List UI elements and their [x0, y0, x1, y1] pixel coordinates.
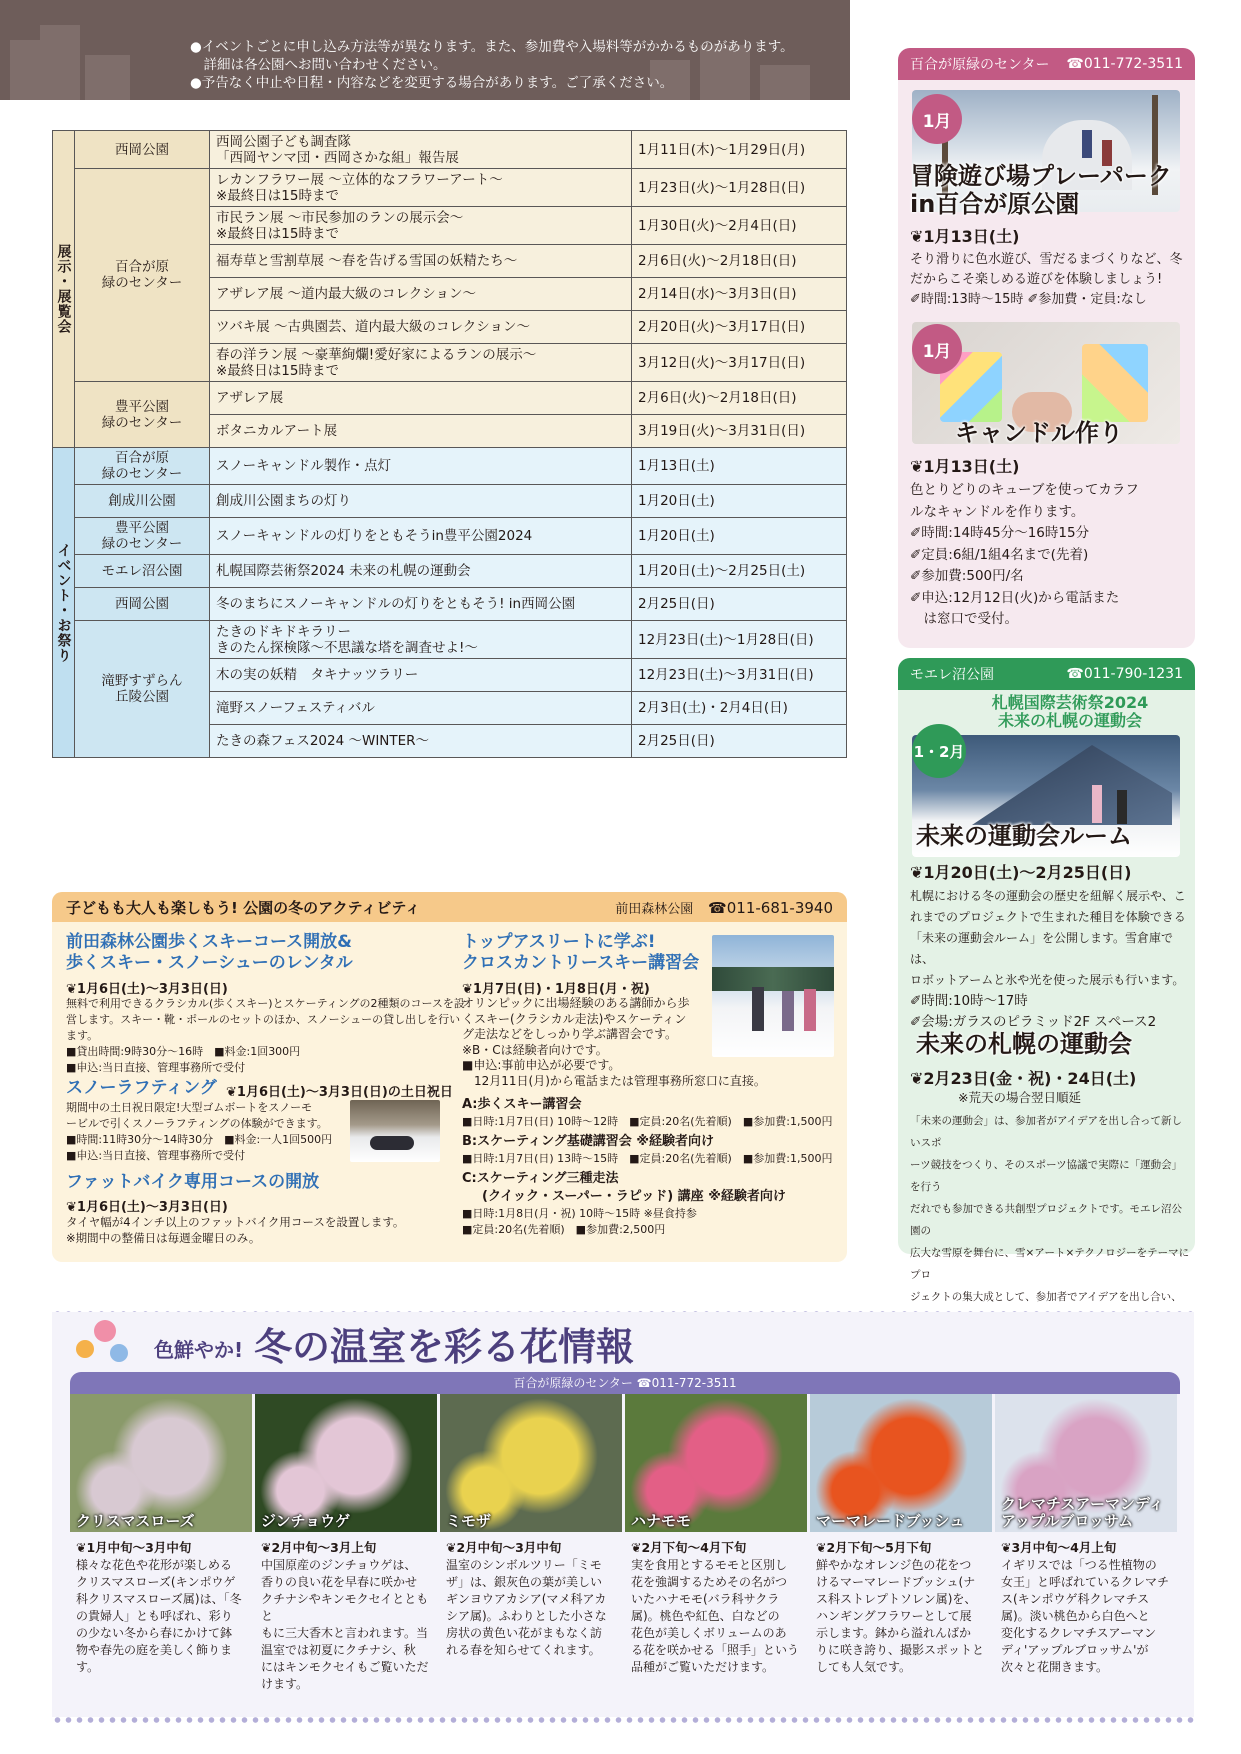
text-line: 品種がご覧いただけます。 [631, 1660, 775, 1674]
flower-name-line: クレマチスアーマンディ [1001, 1495, 1164, 1513]
text-line: 「未来の運動会」は、参加者がアイデアを出し合って新しいスポ [910, 1115, 1183, 1149]
cell-line: ※最終日は15時まで [216, 362, 339, 379]
event-date: 2月20日(火)～3月17日(日) [632, 311, 847, 344]
flower-name-line: アップルブロッサム [1001, 1512, 1134, 1530]
cell-line: 「西岡ヤンマ団・西岡さかな組」報告展 [216, 149, 459, 166]
yurigahara-header [898, 48, 1195, 80]
flower-description [261, 1557, 435, 1693]
text-line: 色とりどりのキューブを使ってカラフ [910, 482, 1139, 498]
text-line: ロボットアームと氷や光を使った展示も行います。 [910, 973, 1185, 987]
text-line: 次々と花開きます。 [1001, 1660, 1109, 1674]
course-b-detail: ■日時:1月7日(日) 13時～15時 ■定員:20名(先着順) ■参加費:1,500円 [462, 1152, 833, 1165]
park-name [75, 382, 210, 448]
schedule-row [53, 485, 847, 518]
playpark-title-b: in百合が原公園 [910, 190, 1080, 218]
text-line: 女王」と呼ばれているクレマチ [1001, 1575, 1170, 1589]
flower-photo [995, 1394, 1177, 1532]
text-line: ✐参加費:500円/名 [910, 568, 1024, 584]
event-title: 福寿草と雪割草展 ～春を告げる雪国の妖精たち～ [210, 245, 632, 278]
cell-line: 百合が原 [115, 259, 169, 275]
text-line: 示します。鉢から溢れんばか [816, 1626, 972, 1640]
schedule-row [53, 448, 847, 485]
text-line: りに咲き誇り、撮影スポットと [816, 1643, 985, 1657]
playpark-text [910, 250, 1190, 310]
text-line: シア属)。ふわりとした小さな [446, 1609, 607, 1623]
schedule-row [53, 169, 847, 207]
event-date: 1月30日(火)～2月4日(日) [632, 207, 847, 245]
course-a-detail: ■日時:1月7日(日) 10時～12時 ■定員:20名(先着順) ■参加費:1,500円 [462, 1115, 833, 1128]
park-name: モエレ沼公園 [75, 555, 210, 588]
sapporo-sports-note: ※荒天の場合翌日順延 [958, 1090, 1081, 1105]
sports-room-text [910, 886, 1190, 1033]
fatbike-date: ❦1月6日(土)～3月3日(日) [66, 1200, 228, 1215]
event-title: 冬のまちにスノーキャンドルの灯りをともそう! in西岡公園 [210, 588, 632, 621]
flower-header: 百合が原緑のセンター ☎011-772-3511 [70, 1372, 1180, 1394]
fatbike-title: ファットバイク専用コースの開放 [66, 1172, 320, 1192]
schedule-row [53, 382, 847, 415]
activity-park: 前田森林公園 [615, 901, 694, 917]
text-line: ーツ競技をつくり、そのスポーツ協議で実際に「運動会」を行う [910, 1159, 1183, 1193]
flower-photo [70, 1394, 252, 1532]
text-line: くスキー(クラシカル走法)やスケーティン [462, 1011, 687, 1026]
text-line: 温室のシンボルツリー「ミモ [446, 1558, 602, 1572]
text-line: は窓口で受付。 [910, 611, 1018, 627]
note-line: 詳細は各公園へお問い合わせください。 [190, 57, 447, 73]
text-line: 温室では初夏にクチナシ、秋 [261, 1643, 416, 1657]
ski-course-date: ❦1月6日(土)～3月3日(日) [66, 982, 228, 997]
candle-text [910, 480, 1190, 631]
course-b-title: B:スケーティング基礎講習会 ※経験者向け [462, 1134, 714, 1149]
course-c-detail: ■定員:20名(先着順) ■参加費:2,500円 [462, 1223, 666, 1236]
playpark-date: ❦1月13日(土) [910, 227, 1020, 246]
text-line: ルなキャンドルを作ります。 [910, 503, 1085, 520]
rafting-photo [350, 1100, 440, 1162]
cell-line: 西岡公園子ども調査隊 [216, 133, 351, 150]
event-title: 木の実の妖精 タキナッツラリー [210, 659, 632, 692]
park-name [75, 448, 210, 485]
text-line: ※期間中の整備日は毎週金曜日のみ。 [66, 1231, 261, 1245]
text-line: 無料で利用できるクラシカル(歩くスキー)とスケーティングの2種類のコースを設 [66, 997, 465, 1010]
event-title: 滝野スノーフェスティバル [210, 692, 632, 725]
ski-course-title-b: 歩くスキー・スノーシューのレンタル [66, 953, 353, 973]
schedule-row [53, 621, 847, 659]
sports-room-title: 未来の運動会ルーム [916, 822, 1132, 850]
text-line: 札幌における冬の運動会の歴史を紐解く展示や、こ [910, 889, 1186, 903]
yurigahara-tel: ☎011-772-3511 [1066, 56, 1183, 72]
event-date: 2月25日(日) [632, 725, 847, 758]
cell-line: 春の洋ラン展 ～豪華絢爛!愛好家によるランの展示～ [216, 346, 537, 363]
dotted-divider-bottom [52, 1717, 1194, 1723]
note-line: ●予告なく中止や日程・内容などを変更する場合があります。ご了承ください。 [190, 75, 674, 91]
text-line: にはキンモクセイもご覧いただ [261, 1660, 429, 1674]
text-line: しても人気です。 [816, 1660, 912, 1674]
text-line: ✐定員:6組/1組4名まで(先着) [910, 546, 1089, 563]
moerenuma-tel: ☎011-790-1231 [1066, 666, 1183, 682]
event-date: 1月20日(土) [632, 518, 847, 555]
text-line: クチナシやキンモクセイとともと [261, 1592, 429, 1623]
course-a-title: A:歩くスキー講習会 [462, 1097, 582, 1112]
flower-date: ❦2月下旬～4月下旬 [631, 1540, 747, 1555]
text-line: 12月11日(月)から電話または管理事務所窓口に直接。 [462, 1073, 766, 1088]
flower-description [76, 1557, 250, 1676]
category-label: イベント・お祭り [53, 448, 75, 758]
course-list [462, 1096, 842, 1238]
text-line: ✐申込:12月12日(火)から電話また [910, 589, 1120, 606]
text-line: ■申込:当日直接、管理事務所で受付 [66, 1149, 246, 1162]
event-date: 12月23日(土)～1月28日(日) [632, 621, 847, 659]
flower-subtitle: 色鮮やか! [154, 1338, 244, 1362]
event-date: 1月20日(土) [632, 485, 847, 518]
text-line: の貴婦人」とも呼ばれ、彩り [76, 1609, 233, 1623]
cell-line: 緑のセンター [101, 536, 183, 552]
text-line: グ走法などをしっかり学ぶ講習会です。 [462, 1027, 678, 1041]
event-title: ボタニカルアート展 [210, 415, 632, 448]
flower-photo [255, 1394, 437, 1532]
flower-description [631, 1557, 805, 1676]
text-line: 花色が美しくボリュームのあ [631, 1626, 787, 1640]
fatbike-text [66, 1214, 466, 1246]
cell-line: きのたん探検隊～不思議な塔を調査せよ!～ [216, 639, 478, 656]
festival-title-b: 未来の札幌の運動会 [997, 711, 1142, 730]
candle-date: ❦1月13日(土) [910, 457, 1020, 476]
course-c-subtitle: (クイック・スーパー・ラピッド) 講座 ※経験者向け [482, 1189, 786, 1204]
park-name: 創成川公園 [75, 485, 210, 518]
sapporo-sports-title: 未来の札幌の運動会 [916, 1030, 1132, 1058]
cell-line: 緑のセンター [101, 275, 183, 291]
text-line: れる春を知らせてくれます。 [446, 1643, 601, 1657]
cell-line: 緑のセンター [101, 466, 183, 482]
candle-title: キャンドル作り [955, 419, 1123, 447]
badge-jan-1: 1月 [912, 94, 962, 144]
xc-ski-title-a: トップアスリートに学ぶ! [462, 932, 656, 952]
sapporo-sports-date: ❦2月23日(金・祝)・24日(土) [910, 1069, 1137, 1088]
park-name: 西岡公園 [75, 588, 210, 621]
event-title: スノーキャンドルの灯りをともそうin豊平公園2024 [210, 518, 632, 555]
text-line: れまでのプロジェクトで生まれた種目を体験できる [910, 910, 1186, 924]
text-line: 広大な雪原を舞台に、雪×アート×テクノロジーをテーマにプロ [910, 1247, 1190, 1281]
event-date: 3月19日(火)～3月31日(日) [632, 415, 847, 448]
rafting-text [66, 1100, 356, 1164]
flower-date: ❦3月中旬～4月上旬 [1001, 1540, 1117, 1555]
event-date: 2月3日(土)・2月4日(日) [632, 692, 847, 725]
text-line: 「未来の運動会ルーム」を公開します。雪倉庫では、 [910, 931, 1174, 966]
text-line: ■時間:11時30分～14時30分 ■料金:一人1回500円 [66, 1133, 333, 1146]
flower-name: ジンチョウゲ [261, 1512, 351, 1530]
event-title [210, 169, 632, 207]
playpark-title-a: 冒険遊び場プレーパーク [910, 162, 1172, 190]
flower-name: ミモザ [446, 1512, 492, 1530]
cell-line: 緑のセンター [101, 414, 183, 431]
schedule-row [53, 588, 847, 621]
xc-ski-photo [712, 935, 834, 1057]
text-line: オリンピックに出場経験のある講師から歩 [462, 996, 690, 1010]
cell-line: ※最終日は15時まで [216, 225, 339, 242]
moerenuma-header [898, 658, 1195, 690]
cell-line: ※最終日は15時まで [216, 187, 339, 204]
text-line: 科クリスマスローズ属)は、「冬 [76, 1592, 242, 1606]
top-notes [190, 38, 794, 92]
cell-line: 豊平公園 [115, 398, 169, 415]
text-line: イギリスでは「つる性植物の [1001, 1558, 1157, 1572]
text-line: けるマーマレードブッシュ(ナ [816, 1575, 976, 1589]
text-line: ギンヨウアカシア(マメ科アカ [446, 1592, 607, 1606]
park-name [75, 621, 210, 758]
schedule-table [52, 130, 847, 758]
flower-description [446, 1557, 620, 1659]
text-line: の少ない冬から春にかけて鉢 [76, 1626, 233, 1640]
text-line: ザ」は、銀灰色の葉が美しい [446, 1575, 603, 1589]
text-line: 実を食用とするモモと区別し [631, 1558, 788, 1572]
cell-line: 百合が原 [115, 450, 169, 466]
event-title: アザレア展 [210, 382, 632, 415]
event-date: 1月11日(木)～1月29日(月) [632, 131, 847, 169]
park-name [75, 169, 210, 382]
flower-description [816, 1557, 990, 1676]
schedule-row [53, 518, 847, 555]
festival-title-a: 札幌国際芸術祭2024 [991, 693, 1149, 712]
text-line: 花を強調するためその名がつ [631, 1575, 788, 1589]
activity-header [52, 892, 847, 922]
event-title [210, 344, 632, 382]
event-date: 12月23日(土)～3月31日(日) [632, 659, 847, 692]
moerenuma-name: モエレ沼公園 [910, 667, 994, 683]
event-date: 2月6日(火)～2月18日(日) [632, 382, 847, 415]
text-line: ハンギングフラワーとして展 [816, 1609, 972, 1623]
text-line: ✐会場:ガラスのピラミッド2F スペース2 [910, 1014, 1157, 1030]
note-line: ●イベントごとに申し込み方法等が異なります。また、参加費や入場料等がかかるものがあります。 [190, 39, 794, 55]
text-line: ■貸出時間:9時30分～16時 ■料金:1回300円 [66, 1045, 301, 1058]
xc-ski-title-b: クロスカントリースキー講習会 [462, 953, 700, 973]
festival-title [960, 694, 1180, 730]
event-title: スノーキャンドル製作・点灯 [210, 448, 632, 485]
text-line: ス科ストレプトソレン属)を、 [816, 1592, 977, 1606]
course-c-detail: ■日時:1月8日(月・祝) 10時～15時 ※昼食持参 [462, 1207, 697, 1220]
flower-name: ハナモモ [631, 1512, 692, 1530]
schedule-row [53, 555, 847, 588]
text-line: 様々な花色や花形が楽しめる [76, 1558, 233, 1572]
cell-line: たきのドキドキラリー [216, 623, 351, 640]
text-line: だからこそ楽しめる遊びを体験しましょう! [910, 272, 1163, 287]
flower-date: ❦2月中旬～3月上旬 [261, 1540, 377, 1555]
event-date: 1月13日(土) [632, 448, 847, 485]
text-line: ■申込:事前申込が必要です。 [462, 1058, 621, 1072]
flower-date: ❦2月中旬～3月中旬 [446, 1540, 562, 1555]
text-line: そり滑りに色水遊び、雪だるまづくりなど、冬 [910, 252, 1183, 267]
schedule-row [53, 131, 847, 169]
event-title [210, 131, 632, 169]
event-date: 2月25日(日) [632, 588, 847, 621]
flower-title: 冬の温室を彩る花情報 [254, 1324, 635, 1369]
text-line: 鮮やかなオレンジ色の花をつ [816, 1558, 972, 1572]
cell-line: レカンフラワー展 ～立体的なフラワーアート～ [216, 171, 503, 188]
flower-photo [440, 1394, 622, 1532]
rafting-date: ❦1月6日(土)～3月3日(日)の土日祝日 [226, 1085, 453, 1100]
text-line: 変化するクレマチスアーマン [1001, 1626, 1157, 1640]
category-label: 展示・展覧会 [53, 131, 75, 448]
text-line: す。 [76, 1660, 100, 1674]
text-line: る花を咲かせる「照手」という [631, 1643, 800, 1657]
text-line: ✐時間:13時～15時 ✐参加費・定員:なし [910, 292, 1147, 307]
event-title: ツバキ展 ～古典園芸、道内最大級のコレクション～ [210, 311, 632, 344]
flower-photo [625, 1394, 807, 1532]
text-line: ス(キンポウゲ科クレマチス [1001, 1592, 1150, 1606]
text-line: 営します。スキー・靴・ポールのセットのほか、スノーシューの貸し出しを行います。 [66, 1013, 461, 1042]
badge-jan-2: 1月 [912, 324, 962, 374]
flower-name [1001, 1496, 1164, 1530]
flower-photo [810, 1394, 992, 1532]
sports-room-date: ❦1月20日(土)～2月25日(日) [910, 863, 1132, 882]
text-line: クリスマスローズ(キンポウゲ [76, 1575, 236, 1589]
text-line: ■申込:当日直接、管理事務所で受付 [66, 1061, 246, 1074]
flower-deco [72, 1318, 142, 1368]
badge-jan-feb: 1・2月 [912, 724, 966, 778]
text-line: ービルで引くスノーラフティングの体験ができます。 [66, 1117, 328, 1130]
text-line: 属)。桃色や紅色、白などの [631, 1609, 780, 1623]
event-date: 1月20日(土)～2月25日(土) [632, 555, 847, 588]
text-line: 物や春先の庭を美しく飾りま [76, 1643, 233, 1657]
event-date: 2月6日(火)～2月18日(日) [632, 245, 847, 278]
text-line: ディ'アップルブロッサム'が [1001, 1643, 1149, 1657]
flower-name: クリスマスローズ [76, 1512, 195, 1530]
event-date: 1月23日(火)～1月28日(日) [632, 169, 847, 207]
event-title: アザレア展 ～道内最大級のコレクション～ [210, 278, 632, 311]
text-line: ジェクトの集大成として、参加者でアイデアを出し合い、 [910, 1291, 1182, 1303]
event-title: 札幌国際芸術祭2024 未来の札幌の運動会 [210, 555, 632, 588]
activity-contact [615, 898, 833, 917]
text-line: いたハナモモ(バラ科サクラ [631, 1592, 780, 1606]
event-title: たきの森フェス2024 ～WINTER～ [210, 725, 632, 758]
text-line: ✐時間:10時～17時 [910, 993, 1028, 1009]
text-line: ✐時間:14時45分～16時15分 [910, 525, 1090, 541]
ski-course-text [66, 996, 466, 1076]
course-c-title: C:スケーティング三種走法 [462, 1171, 619, 1186]
flower-date: ❦1月中旬～3月中旬 [76, 1540, 192, 1555]
text-line: 香りの良い花を早春に咲かせ [261, 1575, 418, 1589]
text-line: 中国原産のジンチョウゲは、 [261, 1558, 417, 1572]
text-line: 属)。淡い桃色から白色へと [1001, 1609, 1150, 1623]
event-title [210, 621, 632, 659]
xc-ski-date: ❦1月7日(日)・1月8日(月・祝) [462, 982, 650, 997]
flower-name: マーマレードブッシュ [816, 1512, 965, 1530]
text-line: ※B・Cは経験者向けです。 [462, 1042, 608, 1057]
activity-header-title: 子どもも大人も楽しもう! 公園の冬のアクティビティ [66, 898, 421, 917]
cell-line: 滝野すずらん [101, 673, 183, 689]
text-line: けます。 [261, 1677, 309, 1691]
event-date: 3月12日(火)～3月17日(日) [632, 344, 847, 382]
park-name: 西岡公園 [75, 131, 210, 169]
flower-date: ❦2月下旬～5月下旬 [816, 1540, 932, 1555]
text-line: だれでも参加できる共創型プロジェクトです。モエレ沼公園の [910, 1203, 1182, 1237]
cell-line: 豊平公園 [115, 520, 169, 536]
cell-line: 市民ラン展 ～市民参加のランの展示会～ [216, 209, 464, 226]
text-line: タイヤ幅が4インチ以上のファットバイク用コースを設置します。 [66, 1215, 405, 1229]
event-title: 創成川公園まちの灯り [210, 485, 632, 518]
event-date: 2月14日(水)～3月3日(日) [632, 278, 847, 311]
activity-tel: ☎011-681-3940 [708, 898, 833, 917]
flower-description [1001, 1557, 1175, 1676]
rafting-title: スノーラフティング [66, 1078, 217, 1098]
yurigahara-name: 百合が原緑のセンター [910, 57, 1050, 73]
ski-course-title-a: 前田森林公園歩くスキーコース開放& [66, 932, 352, 952]
text-line: もに三大香木と言われます。当 [261, 1626, 429, 1640]
park-name [75, 518, 210, 555]
text-line: 房状の黄色い花がまもなく訪 [446, 1626, 603, 1640]
text-line: 期間中の土日祝日限定!大型ゴムボートをスノーモ [66, 1101, 313, 1114]
event-title [210, 207, 632, 245]
cell-line: 丘陵公園 [115, 689, 169, 705]
